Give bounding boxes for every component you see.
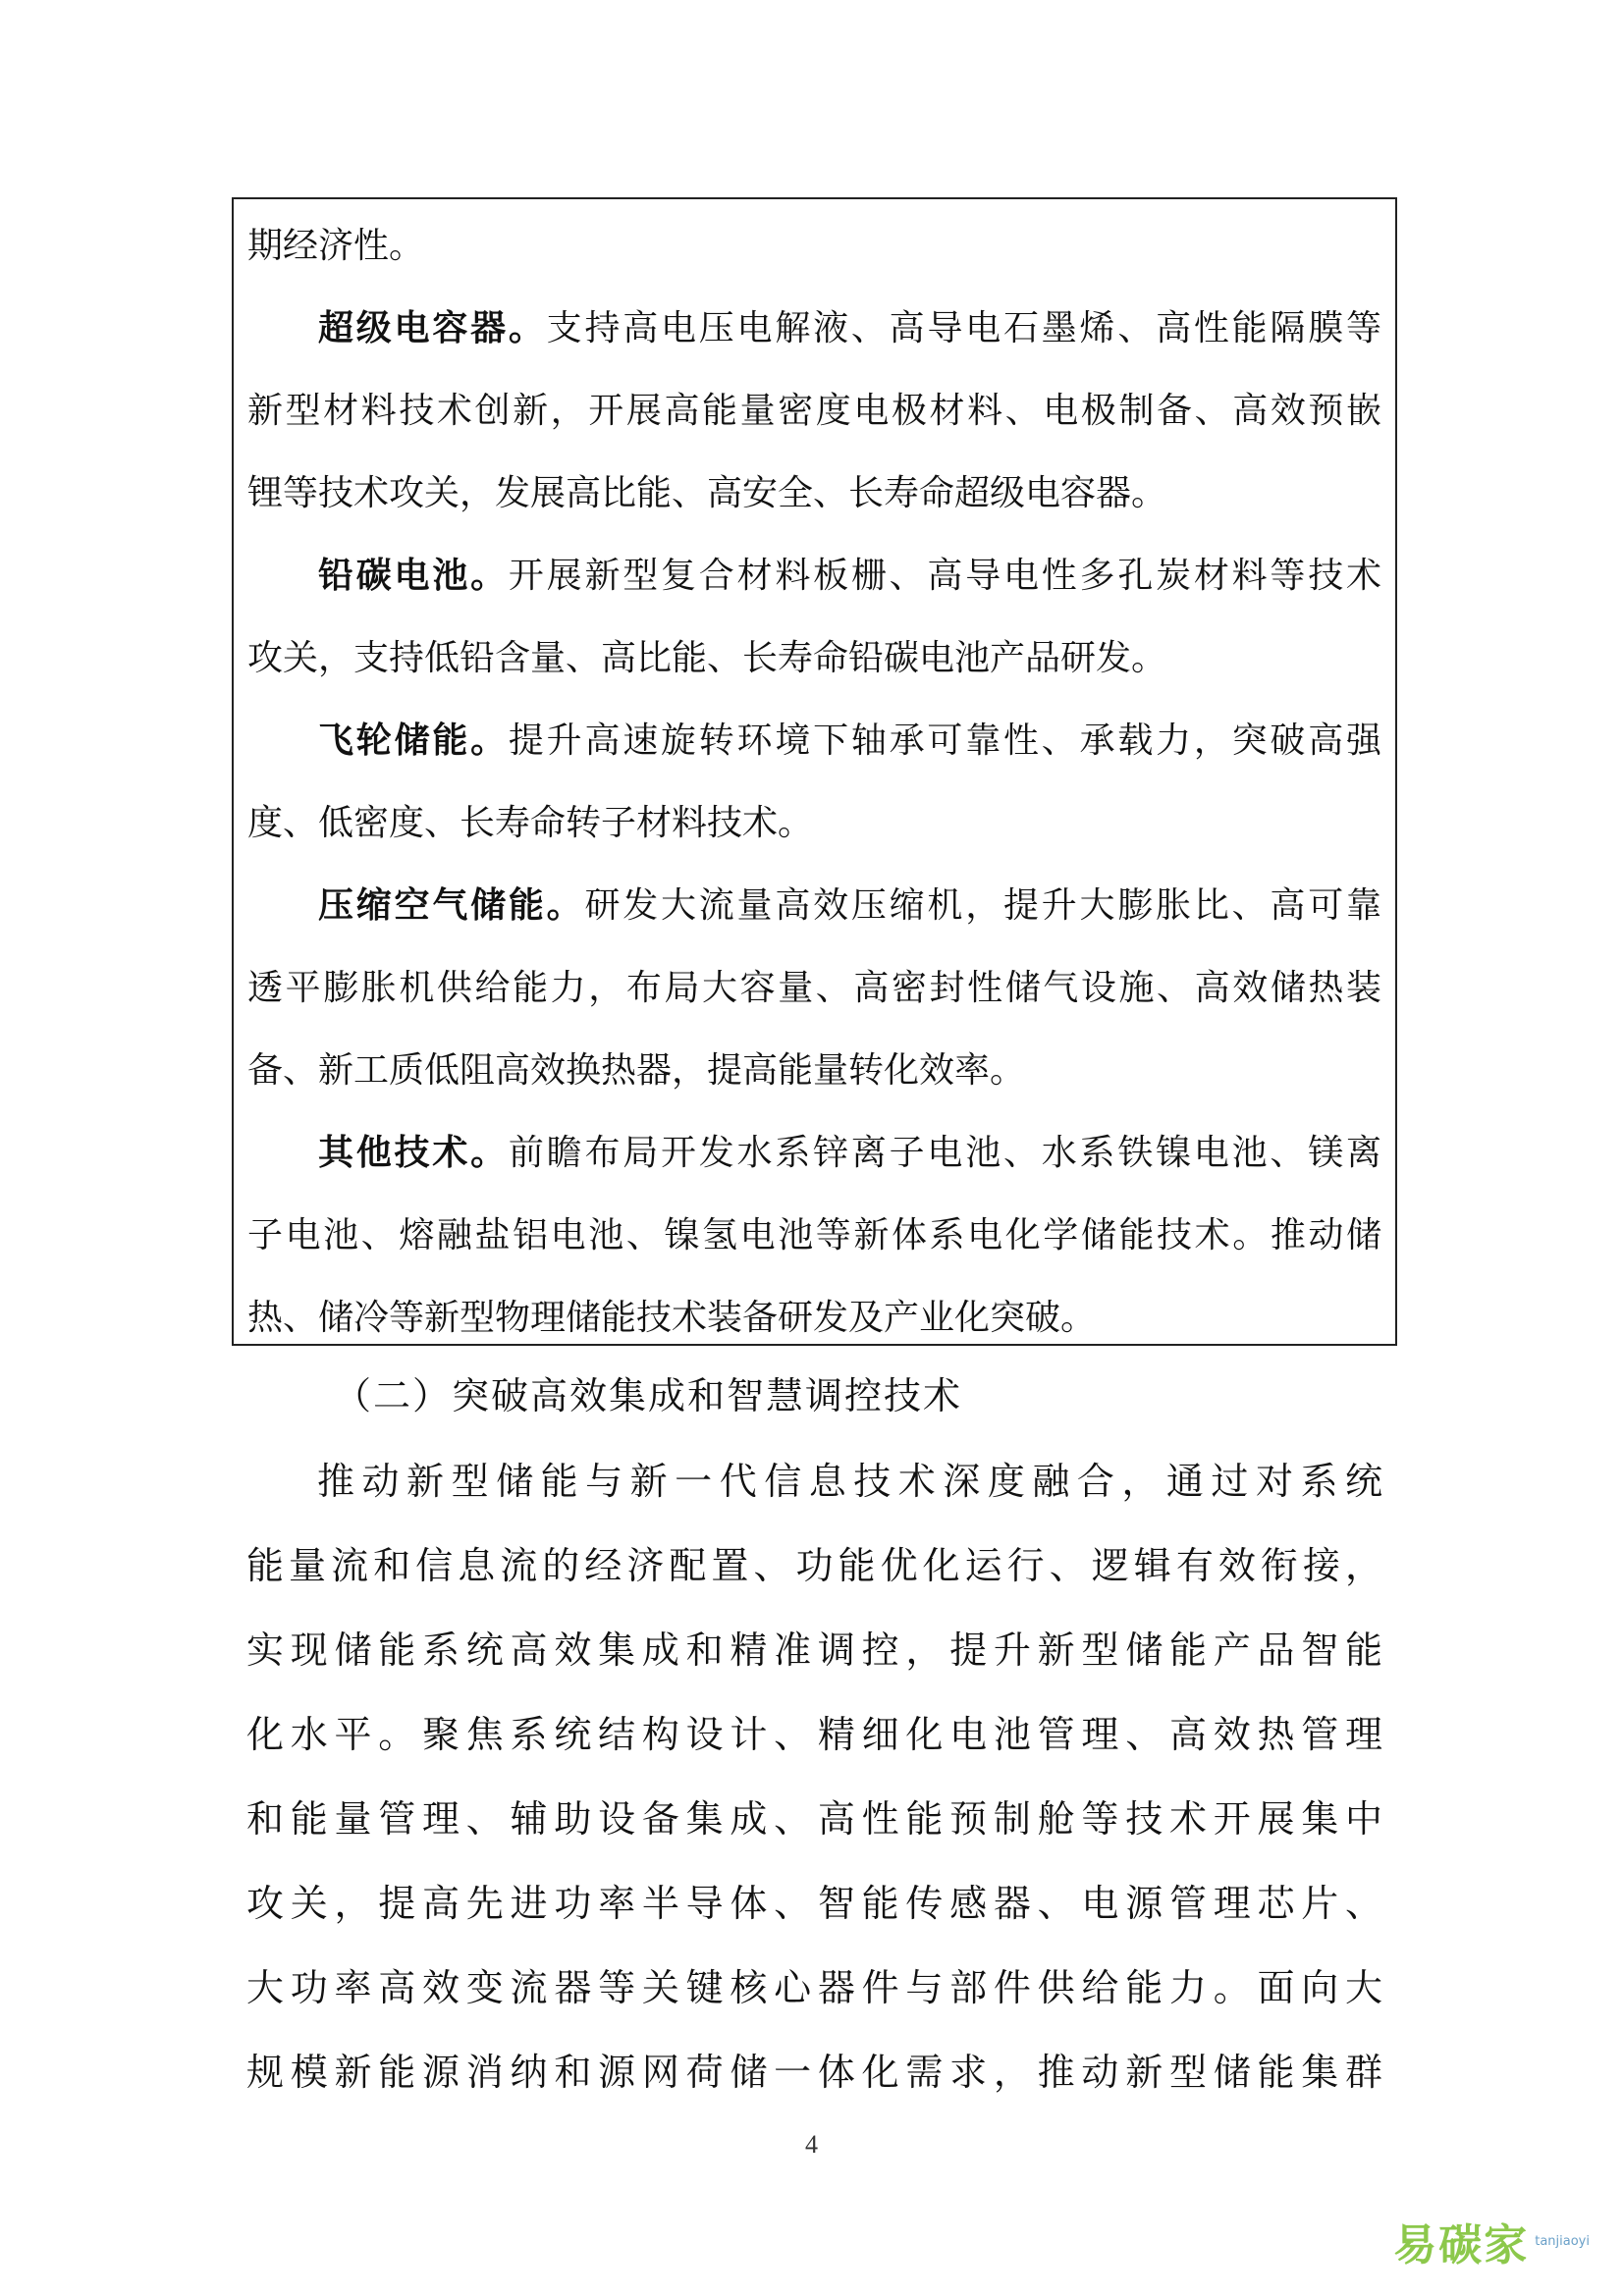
flywheel-para-line2: 度、低密度、长寿命转子材料技术。 — [247, 803, 814, 843]
body-line: 和能量管理、辅助设备集成、高性能预制舱等技术开展集中 — [246, 1797, 1383, 1841]
supercapacitor-para-line2: 新型材料技术创新，开展高能量密度电极材料、电极制备、高效预嵌 — [247, 391, 1381, 431]
supercapacitor-para-line1: 超级电容器。支持高电压电解液、高导电石墨烯、高性能隔膜等 — [318, 308, 1381, 348]
section-title: 飞轮储能。 — [318, 721, 509, 761]
section-title: 其他技术。 — [318, 1133, 509, 1173]
lead-carbon-para-line1: 铅碳电池。开展新型复合材料板栅、高导电性多孔炭材料等技术 — [318, 556, 1381, 596]
body-paragraph — [246, 1439, 1383, 2114]
section-heading: （二）突破高效集成和智慧调控技术 — [334, 1374, 963, 1417]
watermark-logo — [1393, 2210, 1590, 2272]
body-line: 化水平。聚焦系统结构设计、精细化电池管理、高效热管理 — [246, 1713, 1383, 1756]
box-lead-line: 期经济性。 — [247, 226, 425, 266]
flywheel-para-line1: 飞轮储能。提升高速旋转环境下轴承可靠性、承载力，突破高强 — [318, 721, 1381, 761]
page-number: 4 — [805, 2130, 818, 2159]
lead-carbon-para-line2: 攻关，支持低铅含量、高比能、长寿命铅碳电池产品研发。 — [247, 638, 1167, 678]
other-tech-para-line3: 热、储冷等新型物理储能技术装备研发及产业化突破。 — [247, 1298, 1097, 1338]
body-line: 推动新型储能与新一代信息技术深度融合，通过对系统 — [317, 1460, 1383, 1503]
compressed-air-para-line3: 备、新工质低阻高效换热器，提高能量转化效率。 — [247, 1050, 1026, 1091]
other-tech-para-line1: 其他技术。前瞻布局开发水系锌离子电池、水系铁镍电池、镁离 — [318, 1133, 1381, 1173]
body-line: 大功率高效变流器等关键核心器件与部件供给能力。面向大 — [246, 1966, 1383, 2009]
supercapacitor-para-line3: 锂等技术攻关，发展高比能、高安全、长寿命超级电容器。 — [247, 473, 1167, 513]
body-line: 实现储能系统高效集成和精准调控，提升新型储能产品智能 — [246, 1629, 1383, 1672]
other-tech-para-line2: 子电池、熔融盐铝电池、镍氢电池等新体系电化学储能技术。推动储 — [247, 1215, 1381, 1255]
section-title: 超级电容器。 — [318, 308, 547, 348]
watermark-logo-text: 易碳家 — [1393, 2220, 1530, 2270]
compressed-air-para-line1: 压缩空气储能。研发大流量高效压缩机，提升大膨胀比、高可靠 — [318, 885, 1381, 926]
compressed-air-para-line2: 透平膨胀机供给能力，布局大容量、高密封性储气设施、高效储热装 — [247, 968, 1381, 1008]
body-line: 规模新能源消纳和源网荷储一体化需求，推动新型储能集群 — [246, 2051, 1383, 2094]
technology-box — [232, 197, 1397, 1346]
body-line: 攻关，提高先进功率半导体、智能传感器、电源管理芯片、 — [246, 1882, 1383, 1925]
section-title: 铅碳电池。 — [318, 556, 509, 596]
section-title: 压缩空气储能。 — [318, 885, 585, 926]
watermark-subtext: tanjiaoyi — [1535, 2233, 1590, 2249]
body-line: 能量流和信息流的经济配置、功能优化运行、逻辑有效衔接， — [246, 1544, 1383, 1587]
